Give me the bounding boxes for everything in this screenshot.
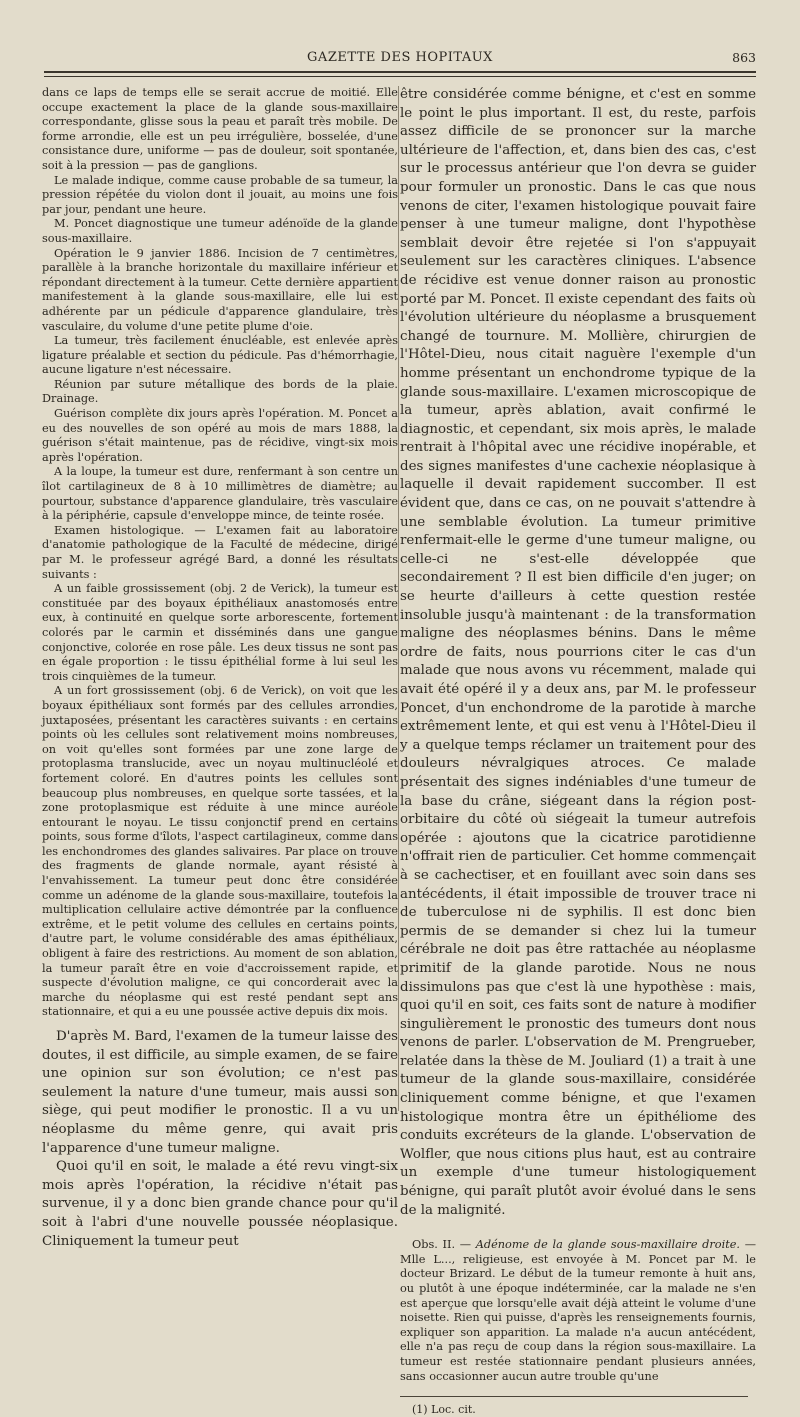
- right-column: [400, 86, 756, 1417]
- left-large-text: [42, 1028, 398, 1251]
- running-title: GAZETTE DES HOPITAUX: [307, 50, 493, 65]
- paragraph: D'après M. Bard, l'examen de la tumeur laisse des doutes, il est difficile, au simple examen, de se faire une opinion sur son évolution; ce n'est pas seulement la nature d'une tumeur, mais aussi son siège, qui peut modifier le pronostic. Il a vu un néoplasme du même genre, qui avait pris l'apparence d'une tumeur maligne.: [42, 1029, 398, 1156]
- paragraph: A la loupe, la tumeur est dure, renfermant à son centre un îlot cartilagineux de 8 à 10 millimètres de diamètre; au pourtour, substance d'apparence glandulaire, très vasculaire à la périphérie, capsule d'enveloppe mince, de teinte rosée.: [42, 465, 398, 523]
- paragraph: A un faible grossissement (obj. 2 de Verick), la tumeur est constituée par des boyaux épithéliaux anastomosés entre eux, à continuité en quelque sorte arborescente, fortement colorés par le carmin et disséminés dans une gangue conjonctive, colorée en rose pâle. Les deux tissus ne sont pas en égale proportion : le tissu épithélial forme à lui seul les trois cinquièmes de la tumeur.: [42, 582, 398, 683]
- left-column: [42, 86, 398, 1251]
- right-large-text: [400, 86, 756, 1220]
- paragraph: dans ce laps de temps elle se serait accrue de moitié. Elle occupe exactement la place de la glande sous-maxillaire correspondante, glisse sous la peau et paraît très mobile. De forme arrondie, elle est un peu irrégulière, bosselée, d'une consistance dure, uniforme — pas de douleur, soit spontanée, soit à la pression — pas de ganglions.: [42, 86, 398, 172]
- observation-paragraph: [400, 1238, 756, 1384]
- footnote-rule: [400, 1396, 748, 1397]
- footnote: (1) Loc. cit.: [412, 1403, 476, 1417]
- paragraph: La tumeur, très facilement énucléable, est enlevée après ligature préalable et section du pédicule. Pas d'hémorrhagie, aucune ligature n'est nécessaire.: [42, 334, 398, 377]
- paragraph: Examen histologique. — L'examen fait au laboratoire d'anatomie pathologique de la Faculté de médecine, dirigé par M. le professeur agrégé Bard, a donné les résultats suivants :: [42, 523, 398, 581]
- paragraph: Le malade indique, comme cause probable de sa tumeur, la pression répétée du violon dont il jouait, au moins une fois par jour, pendant une heure.: [42, 173, 398, 216]
- paragraph: A un fort grossissement (obj. 6 de Verick), on voit que les boyaux épithéliaux sont formés par des cellules arrondies, juxtaposées, présentant les caractères suivants : en certains points où les cellules sont relativement moins nombreuses, on voit qu'elles sont formées par une zone large de protoplasma translucide, avec un noyau multinucléolé et fortement coloré. En d'autres points les cellules sont beaucoup plus nombreuses, en quelque sorte tassées, et la zone protoplasmique est réduite à une mince auréole entourant le noyau. Le tissu conjonctif prend en certains points, sous forme d'îlots, l'aspect cartilagineux, comme dans les enchondromes des glandes salivaires. Par place on trouve des fragments de glande normale, ayant résisté à l'envahissement. La tumeur peut donc être considérée comme un adénome de la glande sous-maxillaire, toutefois la multiplication cellulaire active démontrée par la confluence extrême, et le petit volume des cellules en certains points, d'autre part, le volume considérable des amas épithéliaux, obligent à faire des restrictions. Au moment de son ablation, la tumeur paraît être en voie d'accroissement rapide, et suspecte d'évolution maligne, ce qui concorderait avec la marche du néoplasme qui est resté pendant sept ans stationnaire, et qui a eu une poussée active depuis dix mois.: [42, 684, 398, 1019]
- paragraph: Opération le 9 janvier 1886. Incision de 7 centimètres, parallèle à la branche horizontale du maxillaire inférieur et répondant directement à la tumeur. Cette dernière appartient manifestement à la glande sous-maxillaire, elle lui est adhérente par un pédicule d'apparence glandulaire, très vasculaire, du volume d'une petite plume d'oie.: [42, 246, 398, 333]
- header-rule: [44, 71, 756, 73]
- page-header: [44, 48, 756, 70]
- column-divider: [398, 86, 399, 1111]
- header-rule-thin: [44, 76, 756, 77]
- observation-body: — Mlle L..., religieuse, est envoyée à M. Poncet par M. le docteur Brizard. Le début de la tumeur remonte à huit ans, ou plutôt à une époque indéterminée, car la malade ne s'en est aperçue que lorsqu'elle avait déjà atteint le volume d'une noisette. Rien qui puisse, d'après les renseignements fournis, expliquer son apparition. La malade n'a aucun antécédent, elle n'a pas reçu de coup dans la région sous-maxillaire. La tumeur est restée stationnaire pendant plusieurs années, sans occasionner aucun autre trouble qu'une: [400, 1238, 756, 1383]
- left-small-text: [42, 86, 398, 1020]
- observation-title: Adénome de la glande sous-maxillaire droite.: [475, 1238, 741, 1252]
- observation-block: [400, 1238, 756, 1384]
- paragraph: M. Poncet diagnostique une tumeur adénoïde de la glande sous-maxillaire.: [42, 217, 398, 245]
- paragraph: Quoi qu'il en soit, le malade a été revu vingt-six mois après l'opération, la récidive n'était pas survenue, il y a donc bien grande chance pour qu'il soit à l'abri d'une nouvelle poussée néoplasique. Cliniquement la tumeur peut: [42, 1159, 398, 1249]
- paragraph: être considérée comme bénigne, et c'est en somme le point le plus important. Il est, du reste, parfois assez difficile de se prononcer sur la marche ultérieure de l'affection, et, dans bien des cas, c'est sur le processus antérieur que l'on devra se guider pour formuler un pronostic. Dans le cas que nous venons de citer, l'examen histologique pouvait faire penser à une tumeur maligne, dont l'hypothèse semblait devoir être rejetée si l'on s'appuyait seulement sur les caractères cliniques. L'absence de récidive est venue donner raison au pronostic porté par M. Poncet. Il existe cependant des faits où l'évolution ultérieure du néoplasme a brusquement changé de tournure. M. Mollière, chirurgien de l'Hôtel-Dieu, nous citait naguère l'exemple d'un homme présentant un enchondrome typique de la glande sous-maxillaire. L'examen microscopique de la tumeur, après ablation, avait confirmé le diagnostic, et cependant, six mois après, le malade rentrait à l'hôpital avec une récidive inopérable, et des signes manifestes d'une cachexie néoplasique à laquelle il devait rapidement succomber. Il est évident que, dans ce cas, on ne pouvait s'attendre à une semblable évolution. La tumeur primitive renfermait-elle le germe d'une tumeur maligne, ou celle-ci ne s'est-elle développée que secondairement ? Il est bien difficile d'en juger; on se heurte d'ailleurs à cette question restée insoluble jusqu'à maintenant : de la transformation maligne des néoplasmes bénins. Dans le même ordre de faits, nous pourrions citer le cas d'un malade que nous avons vu récemment, malade qui avait été opéré il y a deux ans, par M. le professeur Poncet, d'un enchondrome de la parotide à marche extrêmement lente, et qui est venu à l'Hôtel-Dieu il y a quelque temps réclamer un traitement pour des douleurs névralgiques atroces. Ce malade présentait des signes indéniables d'une tumeur de la base du crâne, siégeant dans la région post-orbitaire du côté où siégeait la tumeur autrefois opérée : ajoutons que la cicatrice parotidienne n'offrait rien de particulier. Cet homme commençait à se cachectiser, et en fouillant avec soin dans ses antécédents, il était impossible de trouver trace ni de tuberculose ni de syphilis. Il est donc bien permis de se demander si chez lui la tumeur cérébrale ne doit pas être rattachée au néoplasme primitif de la glande parotide. Nous ne nous dissimulons pas que c'est là une hypothèse : mais, quoi qu'il en soit, ces faits sont de nature à modifier singulièrement le pronostic des tumeurs dont nous venons de parler. L'observation de M. Prengrueber, relatée dans la thèse de M. Jouliard (1) a trait à une tumeur de la glande sous-maxillaire, considérée cliniquement comme bénigne, et que l'examen histologique montra être un épithéliome des conduits excréteurs de la glande. L'observation de Wolfler, que nous citions plus haut, est au contraire un exemple d'une tumeur histologiquement bénigne, qui paraît plutôt avoir évolué dans le sens de la malignité.: [400, 87, 756, 1218]
- page-number: 863: [732, 50, 756, 65]
- paragraph: Réunion par suture métallique des bords de la plaie. Drainage.: [42, 377, 398, 406]
- paragraph: Guérison complète dix jours après l'opération. M. Poncet a eu des nouvelles de son opéré au mois de mars 1888, la guérison s'était maintenue, pas de récidive, vingt-six mois après l'opération.: [42, 407, 398, 464]
- observation-lead: Obs. II. —: [412, 1238, 476, 1252]
